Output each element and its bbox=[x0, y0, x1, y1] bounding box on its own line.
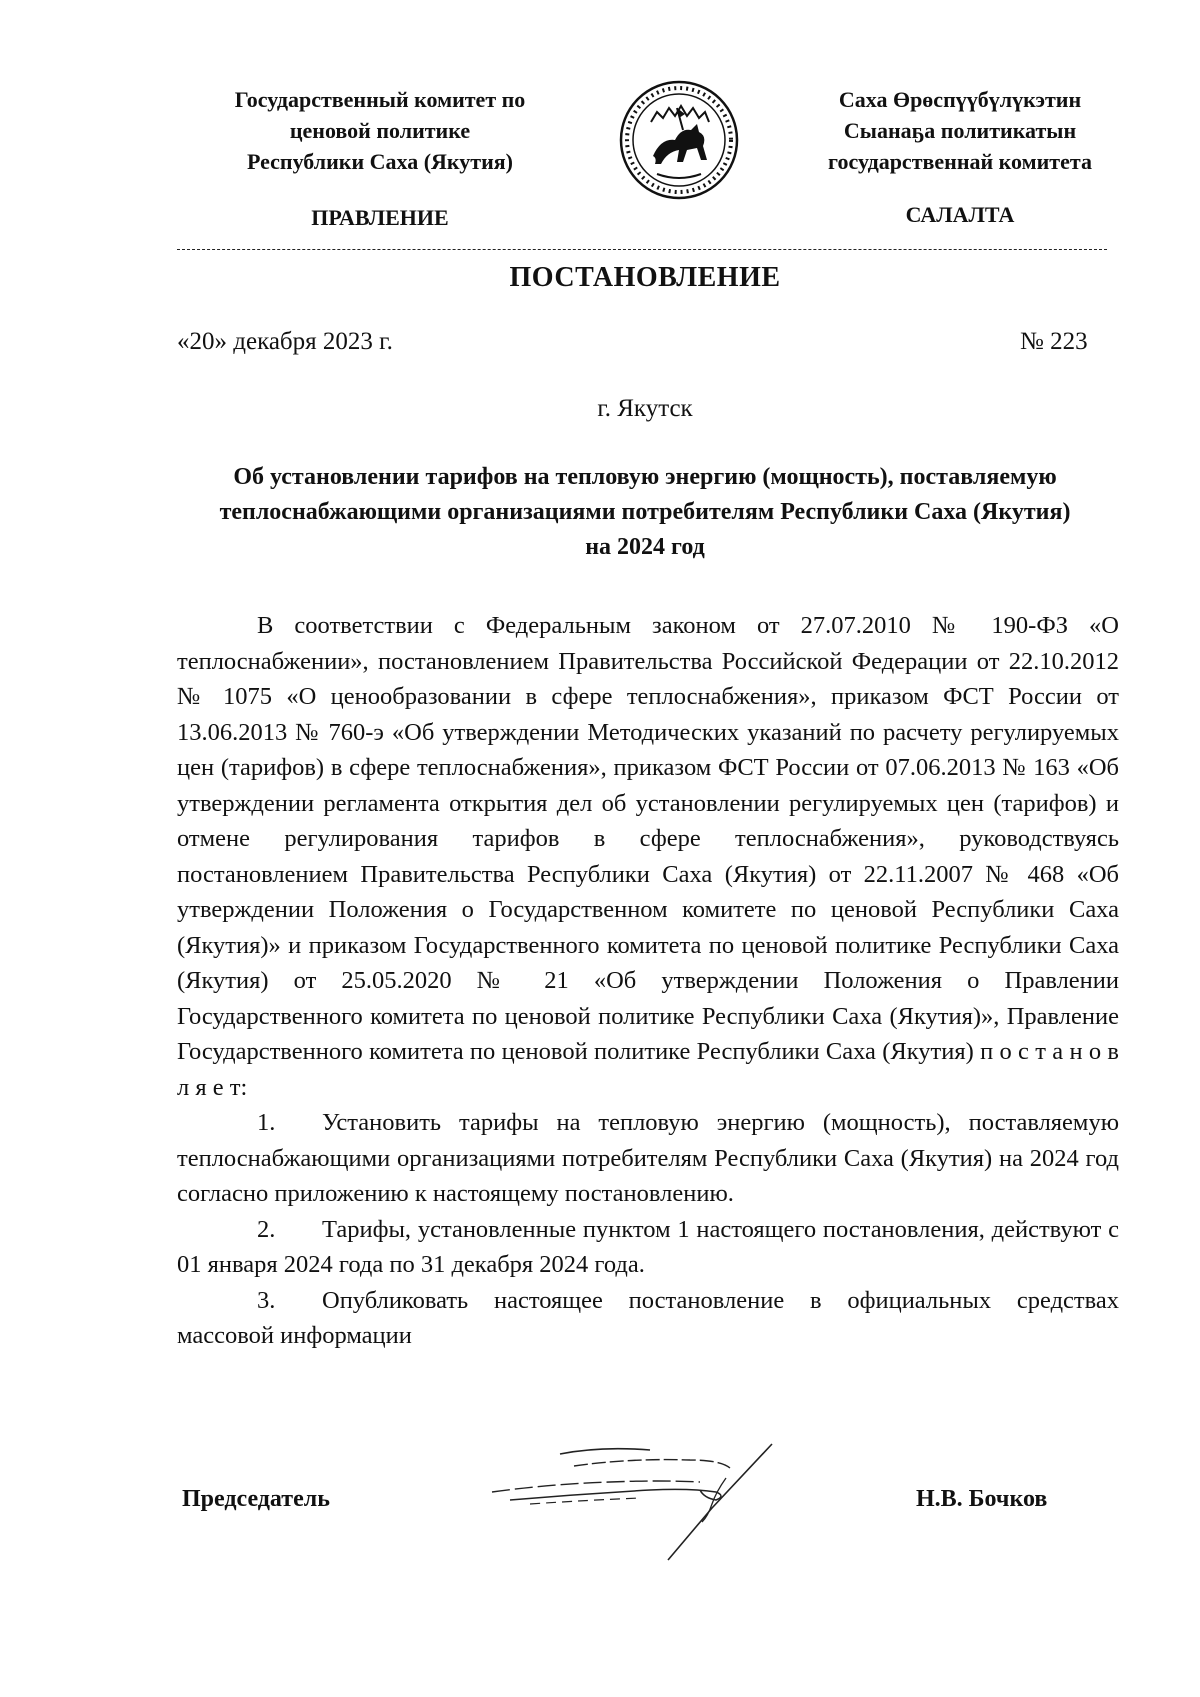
document-title-line: на 2024 год bbox=[585, 534, 705, 560]
letterhead-left-line: Республики Саха (Якутия) bbox=[246, 149, 514, 174]
board-label-left: ПРАВЛЕНИЕ bbox=[311, 205, 449, 230]
board-label-right: САЛАЛТА bbox=[905, 202, 1015, 227]
document-type-heading: ПОСТАНОВЛЕНИЕ bbox=[509, 262, 781, 293]
preamble-text: В соответствии с Федеральным законом от 27.07.2010 № 190-ФЗ «О теплоснабжении», постановлением Правительства Российской Федерации от 22.10.2012 № 1075 «О ценообразовании в сфере теплоснабжения», приказом ФСТ России от 13.06.2013 № 760-э «Об утверждении Методических указаний по расчету регулируемых цен (тарифов) в сфере теплоснабжения», приказом ФСТ России от 07.06.2013 № 163 «Об утверждении регламента открытия дел об установлении регулируемых цен (тарифов) и отмене регулирования тарифов в сфере теплоснабжения», руководствуясь постановлением Правительства Республики Саха (Якутия) от 22.11.2007 № 468 «Об утверждении Положения о Государственном комитете по ценовой Республики Саха (Якутия)» и приказом Государственного комитета по ценовой политике Республики Саха (Якутия) от 25.05.2020 № 21 «Об утверждении Положения о Правлении Государственного комитета по ценовой политике Республики Саха (Якутия)», Правление Государственного комитета по ценовой политике Республики Саха (Якутия) bbox=[177, 612, 1119, 1065]
document-title bbox=[170, 460, 1120, 565]
resolution-item bbox=[177, 1105, 1119, 1212]
resolution-item bbox=[177, 1212, 1119, 1283]
letterhead-right-line: государственнай комитета bbox=[828, 149, 1092, 174]
document-title-line: Об установлении тарифов на тепловую энергию (мощность), поставляемую bbox=[233, 464, 1057, 490]
document-title-line: теплоснабжающими организациями потребителям Республики Саха (Якутия) bbox=[219, 499, 1071, 525]
item-number: 3. bbox=[257, 1286, 276, 1314]
letterhead-left-line: Государственный комитет по bbox=[234, 87, 526, 112]
preamble-paragraph bbox=[177, 608, 1119, 1105]
letterhead-left-line: ценовой политике bbox=[289, 118, 471, 143]
item-number: 1. bbox=[257, 1109, 276, 1136]
document-date: «20» декабря 2023 г. bbox=[177, 328, 393, 355]
item-text: Тарифы, установленные пунктом 1 настоящего постановления, действуют с 01 января 2024 года по 31 декабря 2024 года. bbox=[177, 1215, 1119, 1278]
letterhead-right-line: Саха Өрөспүүбүлүкэтин bbox=[838, 87, 1082, 112]
document-number: № 223 bbox=[1020, 328, 1088, 355]
signatory-role: Председатель bbox=[182, 1486, 330, 1512]
letterhead-right bbox=[790, 84, 1130, 177]
handwritten-signature-icon bbox=[490, 1438, 790, 1563]
letterhead-right-line: Сыанаҕа политикатын bbox=[843, 118, 1077, 143]
decree-word: п о с т а н о в л я е т: bbox=[177, 1038, 1119, 1101]
document-city: г. Якутск bbox=[597, 395, 693, 422]
document-body bbox=[177, 608, 1119, 1354]
letterhead-left bbox=[200, 84, 560, 177]
item-text: Опубликовать настоящее постановление в официальных средствах массовой информации bbox=[177, 1286, 1119, 1349]
resolution-item bbox=[177, 1283, 1119, 1354]
dashed-divider bbox=[177, 249, 1107, 250]
signatory-name: Н.В. Бочков bbox=[916, 1486, 1048, 1512]
item-number: 2. bbox=[257, 1215, 276, 1243]
item-text: Установить тарифы на тепловую энергию (мощность), поставляемую теплоснабжающими организациями потребителям Республики Саха (Якутия) на 2024 год согласно приложению к настоящему постановлению. bbox=[177, 1109, 1119, 1207]
republic-emblem-icon bbox=[617, 78, 741, 202]
